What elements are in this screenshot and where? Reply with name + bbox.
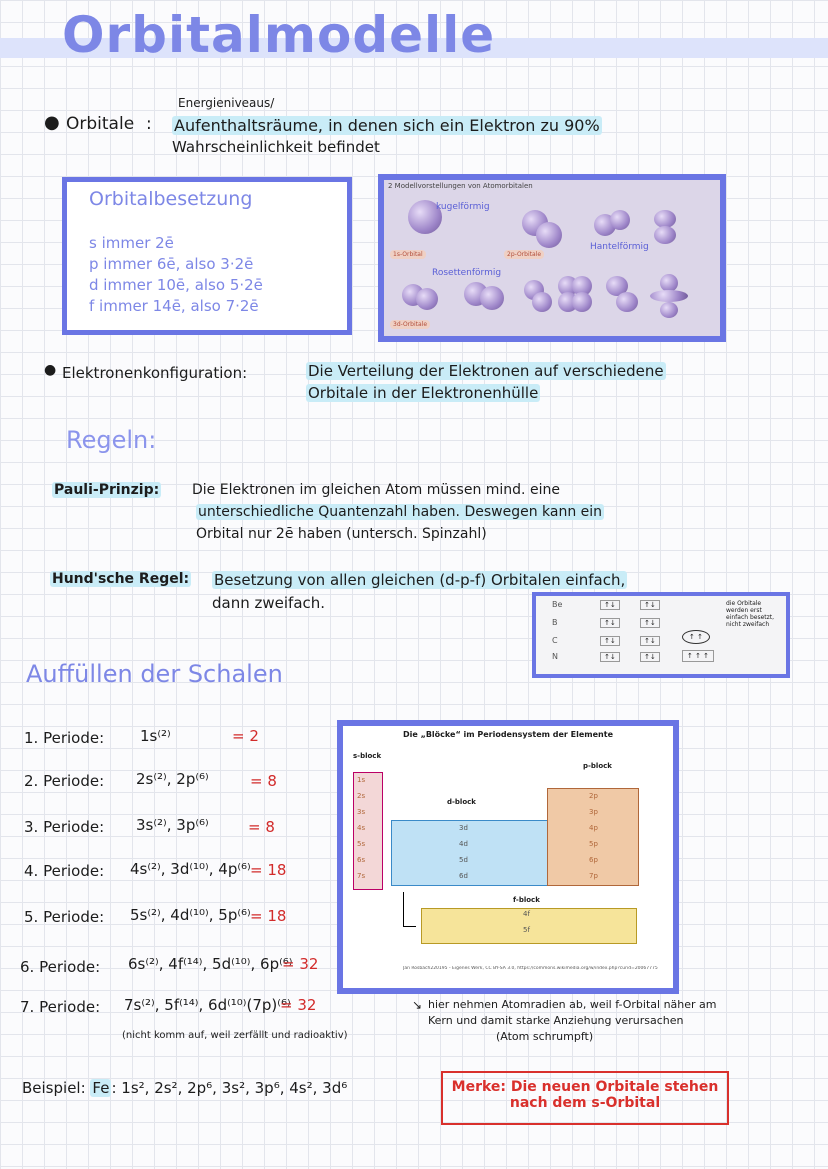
3d-tag: 3d-Orbitale (390, 320, 430, 329)
pauli-text-1: Die Elektronen im gleichen Atom müssen mind. eine (192, 482, 560, 498)
periode-2-label: 2. Periode: (24, 772, 105, 790)
orbitalbesetzung-box (62, 177, 352, 335)
orbital-box: ↑↓ (600, 618, 620, 628)
arrow-icon: ↘ (412, 998, 423, 1012)
regeln-heading: Regeln: (66, 426, 157, 454)
s-row: 3s (357, 808, 366, 816)
rule-d: d immer 10ē, also 5·2ē (89, 276, 263, 294)
periode-7-config: 7s⁽²⁾, 5f⁽¹⁴⁾, 6d⁽¹⁰⁾(7p)⁽⁶⁾ (124, 996, 291, 1014)
periodic-table-blocks-image (337, 720, 679, 994)
merke-line-2: nach dem s-Orbital (509, 1095, 661, 1111)
rule-s: s immer 2ē (89, 234, 174, 252)
3d-orbital-lobe (616, 292, 638, 312)
ek-definition-2: Orbitale in der Elektronenhülle (308, 384, 539, 402)
periode-6-sum: = 32 (282, 955, 319, 973)
orbital-models-image (378, 174, 726, 342)
label-hantelfoermig: Hantelförmig (590, 242, 649, 252)
beispiel-config: : 1s², 2s², 2p⁶, 3s², 3p⁶, 4s², 3d⁶ (111, 1079, 348, 1097)
3d-orbital-lobe (532, 292, 552, 312)
orbital-box: ↑↓ (640, 618, 660, 628)
s-row: 6s (357, 856, 366, 864)
periode-7-note: (nicht komm auf, weil zerfällt und radioaktiv) (122, 1030, 348, 1041)
image-credit: Jan Rosbach220195 - Eigenes Werk, CC BY-SA 3.0, https://commons.wikimedia.org/w/index.php?curid=20067775 (403, 966, 658, 971)
orbital-box: ↑↓ (600, 652, 620, 662)
side-note-3: (Atom schrumpft) (496, 1030, 594, 1043)
merke-line-1: Merke: Die neuen Orbitale stehen (451, 1079, 719, 1095)
orbital-box: ↑↓ (640, 636, 660, 646)
periode-4-sum: = 18 (250, 861, 287, 879)
1s-tag: 1s-Orbital (390, 250, 426, 259)
3d-orbital-lobe (416, 288, 438, 310)
s-row: 4s (357, 824, 366, 832)
pauli-heading: Pauli-Prinzip: (54, 482, 160, 498)
element-be: Be (552, 600, 563, 609)
orbital-box: ↑↓ (600, 600, 620, 610)
3d-orbital-ring (650, 290, 688, 302)
pauli-text-2: unterschiedliche Quantenzahl haben. Deswegen kann ein (198, 504, 603, 520)
label-kugelfoermig: kugelförmig (436, 202, 490, 212)
image-heading: 2 Modellvorstellungen von Atomorbitalen (388, 182, 533, 190)
element-c: C (552, 636, 558, 645)
orbitale-definition-2: Wahrscheinlichkeit befindet (172, 138, 380, 156)
beispiel-label: Beispiel: (22, 1079, 86, 1097)
p-row: 7p (589, 872, 598, 880)
rule-f: f immer 14ē, also 7·2ē (89, 297, 259, 315)
d-row: 5d (459, 856, 468, 864)
orbitale-term: Orbitale (66, 114, 135, 134)
rule-p: p immer 6ē, also 3·2ē (89, 255, 254, 273)
colon: : (146, 114, 152, 134)
2p-tag: 2p-Orbitale (504, 250, 544, 259)
d-block-label: d-block (447, 798, 476, 806)
s-block-label: s-block (353, 752, 382, 760)
page-title: Orbitalmodelle (62, 6, 496, 64)
element-n: N (552, 652, 558, 661)
f-row: 4f (523, 910, 530, 918)
hund-text-1: Besetzung von allen gleichen (d-p-f) Orbitalen einfach, (214, 571, 626, 589)
orbitalbesetzung-title: Orbitalbesetzung (89, 188, 253, 210)
element-b: B (552, 618, 558, 627)
periode-3-config: 3s⁽²⁾, 3p⁽⁶⁾ (136, 816, 209, 834)
side-note-1: hier nehmen Atomradien ab, weil f-Orbital näher am (428, 998, 717, 1011)
p-row: 3p (589, 808, 598, 816)
auffuellen-heading: Auffüllen der Schalen (26, 660, 283, 688)
periode-1-config: 1s⁽²⁾ (140, 727, 171, 745)
f-row: 5f (523, 926, 530, 934)
orbital-box: ↑↓ (600, 636, 620, 646)
d-row: 6d (459, 872, 468, 880)
energieniveau-annotation: Energieniveaus/ (178, 96, 275, 110)
periode-2-config: 2s⁽²⁾, 2p⁽⁶⁾ (136, 770, 209, 788)
periode-6-config: 6s⁽²⁾, 4f⁽¹⁴⁾, 5d⁽¹⁰⁾, 6p⁽⁶⁾ (128, 955, 293, 973)
hund-table-image (532, 592, 790, 678)
d-row: 3d (459, 824, 468, 832)
p-row: 6p (589, 856, 598, 864)
3d-orbital-lobe (572, 292, 592, 312)
pauli-text-3: Orbital nur 2ē haben (untersch. Spinzahl) (196, 526, 487, 542)
hund-text-2: dann zweifach. (212, 594, 326, 612)
periode-2-sum: = 8 (250, 772, 277, 790)
f-block-arrow (403, 892, 416, 927)
2p-orbital-lobe (536, 222, 562, 248)
periode-1-sum: = 2 (232, 727, 259, 745)
beispiel-element: Fe (92, 1079, 110, 1097)
label-rosettenfoermig: Rosettenförmig (432, 268, 502, 278)
periode-3-sum: = 8 (248, 818, 275, 836)
merke-box (441, 1071, 729, 1125)
periode-5-config: 5s⁽²⁾, 4d⁽¹⁰⁾, 5p⁽⁶⁾ (130, 906, 251, 924)
periode-4-config: 4s⁽²⁾, 3d⁽¹⁰⁾, 4p⁽⁶⁾ (130, 860, 251, 878)
beispiel-line (22, 1079, 347, 1097)
f-block-label: f-block (513, 896, 540, 904)
2p-orbital-lobe (610, 210, 630, 230)
side-note-2: Kern und damit starke Anziehung verursachen (428, 1014, 684, 1027)
periode-1-label: 1. Periode: (24, 729, 105, 747)
s-row: 7s (357, 872, 366, 880)
s-row: 5s (357, 840, 366, 848)
periode-5-sum: = 18 (250, 907, 287, 925)
orbital-box: ↑↓ (640, 600, 660, 610)
periode-3-label: 3. Periode: (24, 818, 105, 836)
hund-note: die Orbitale werden erst einfach besetzt, nicht zweifach (726, 600, 775, 628)
ek-definition-1: Die Verteilung der Elektronen auf verschiedene (308, 362, 664, 380)
3d-orbital-lobe (480, 286, 504, 310)
p-row: 4p (589, 824, 598, 832)
s-row: 1s (357, 776, 366, 784)
orbital-box: ↑ ↑ ↑ (682, 650, 714, 662)
s-row: 2s (357, 792, 366, 800)
ptable-title: Die „Blöcke“ im Periodensystem der Elemente (402, 730, 614, 739)
p-block-label: p-block (583, 762, 612, 770)
orbitale-definition-1: Aufenthaltsräume, in denen sich ein Elektron zu 90% (174, 116, 600, 135)
d-block (391, 820, 549, 886)
hund-heading: Hund'sche Regel: (52, 571, 190, 587)
highlight-circle: ↑ ↑ (682, 630, 710, 644)
periode-6-label: 6. Periode: (20, 958, 101, 976)
periode-7-label: 7. Periode: (20, 998, 101, 1016)
periode-5-label: 5. Periode: (24, 908, 105, 926)
p-row: 5p (589, 840, 598, 848)
d-row: 4d (459, 840, 468, 848)
p-row: 2p (589, 792, 598, 800)
periode-7-sum: = 32 (280, 996, 317, 1014)
3d-orbital-lobe (660, 302, 678, 318)
bullet-icon: ● (44, 362, 57, 378)
periode-4-label: 4. Periode: (24, 862, 105, 880)
2p-orbital-lobe (654, 226, 676, 244)
orbital-box: ↑↓ (640, 652, 660, 662)
elektronenkonfiguration-term: Elektronenkonfiguration: (62, 364, 248, 382)
bullet-icon: ● (44, 112, 60, 133)
